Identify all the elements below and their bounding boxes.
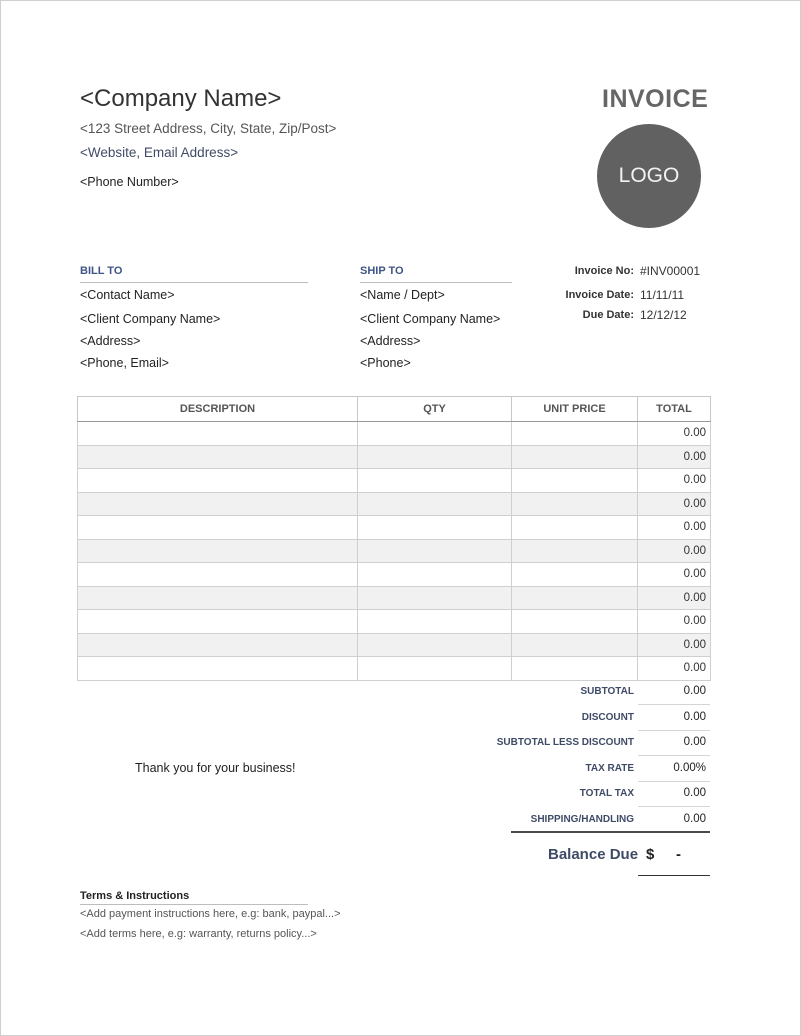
logo-placeholder: [597, 124, 701, 228]
cell-qty[interactable]: [358, 633, 512, 657]
cell-description[interactable]: [78, 516, 358, 540]
cell-description[interactable]: [78, 657, 358, 681]
cell-unit-price[interactable]: [512, 492, 638, 516]
ship-to-heading: SHIP TO: [360, 265, 404, 277]
cell-description[interactable]: [78, 492, 358, 516]
summary-divider: [638, 755, 710, 756]
subtotal-less-discount-value: 0.00: [683, 736, 706, 748]
invoice-date-label: Invoice Date:: [565, 289, 634, 301]
ship-to-address: <Address>: [360, 334, 421, 348]
bill-to-address: <Address>: [80, 334, 141, 348]
cell-unit-price[interactable]: [512, 516, 638, 540]
subtotal-less-discount-label: SUBTOTAL LESS DISCOUNT: [496, 737, 634, 748]
cell-qty[interactable]: [358, 422, 512, 446]
cell-total: 0.00: [638, 445, 711, 469]
cell-description[interactable]: [78, 633, 358, 657]
ship-to-divider: [360, 282, 512, 283]
cell-total: 0.00: [638, 586, 711, 610]
summary-divider: [638, 704, 710, 705]
cell-qty[interactable]: [358, 610, 512, 634]
bill-to-phone-email: <Phone, Email>: [80, 356, 169, 370]
total-tax-label: TOTAL TAX: [579, 788, 634, 799]
cell-unit-price[interactable]: [512, 586, 638, 610]
cell-unit-price[interactable]: [512, 563, 638, 587]
due-date-value: 12/12/12: [640, 308, 687, 322]
column-header-unit-price: UNIT PRICE: [512, 397, 638, 422]
column-header-total: TOTAL: [638, 397, 711, 422]
discount-label: DISCOUNT: [581, 712, 634, 723]
table-row: [78, 563, 711, 587]
cell-description[interactable]: [78, 469, 358, 493]
cell-qty[interactable]: [358, 586, 512, 610]
logo-text: LOGO: [618, 164, 680, 187]
table-row: [78, 445, 711, 469]
company-address: <123 Street Address, City, State, Zip/Post>: [80, 121, 337, 136]
cell-qty[interactable]: [358, 445, 512, 469]
table-row: [78, 492, 711, 516]
cell-total: 0.00: [638, 422, 711, 446]
subtotal-label: SUBTOTAL: [580, 686, 634, 697]
cell-total: 0.00: [638, 633, 711, 657]
cell-qty[interactable]: [358, 516, 512, 540]
balance-due-value: -: [676, 846, 681, 863]
terms-payment-instructions: <Add payment instructions here, e.g: bank, paypal...>: [80, 908, 341, 920]
line-items-table: [77, 396, 711, 681]
table-row: [78, 657, 711, 681]
cell-qty[interactable]: [358, 539, 512, 563]
bill-to-company: <Client Company Name>: [80, 312, 221, 326]
cell-total: 0.00: [638, 469, 711, 493]
invoice-date-value: 11/11/11: [640, 288, 685, 302]
summary-divider: [638, 781, 710, 782]
company-web-email: <Website, Email Address>: [80, 145, 239, 160]
cell-description[interactable]: [78, 539, 358, 563]
summary-divider: [638, 730, 710, 731]
cell-qty[interactable]: [358, 469, 512, 493]
discount-value[interactable]: 0.00: [683, 711, 706, 723]
cell-total: 0.00: [638, 610, 711, 634]
subtotal-value: 0.00: [683, 685, 706, 697]
tax-rate-value[interactable]: 0.00%: [673, 762, 706, 774]
invoice-no-value: #INV00001: [640, 264, 701, 278]
table-row: [78, 539, 711, 563]
cell-qty[interactable]: [358, 657, 512, 681]
total-tax-value: 0.00: [683, 787, 706, 799]
balance-due-label: Balance Due: [548, 846, 639, 863]
terms-divider: [80, 904, 308, 905]
cell-unit-price[interactable]: [512, 657, 638, 681]
bill-to-divider: [80, 282, 308, 283]
company-name: <Company Name>: [80, 85, 282, 112]
cell-description[interactable]: [78, 445, 358, 469]
ship-to-name: <Name / Dept>: [360, 288, 445, 302]
terms-heading: Terms & Instructions: [80, 890, 190, 902]
cell-total: 0.00: [638, 539, 711, 563]
cell-unit-price[interactable]: [512, 539, 638, 563]
balance-underline: [638, 875, 710, 876]
tax-rate-label: TAX RATE: [585, 763, 634, 774]
column-header-description: DESCRIPTION: [78, 397, 358, 422]
invoice-no-label: Invoice No:: [574, 265, 634, 277]
bill-to-heading: BILL TO: [80, 265, 123, 277]
cell-description[interactable]: [78, 422, 358, 446]
cell-description[interactable]: [78, 563, 358, 587]
cell-unit-price[interactable]: [512, 633, 638, 657]
cell-qty[interactable]: [358, 492, 512, 516]
shipping-label: SHIPPING/HANDLING: [530, 814, 634, 825]
summary-rule: [511, 831, 710, 833]
cell-total: 0.00: [638, 563, 711, 587]
cell-description[interactable]: [78, 586, 358, 610]
cell-total: 0.00: [638, 492, 711, 516]
column-header-qty: QTY: [358, 397, 512, 422]
due-date-label: Due Date:: [582, 309, 634, 321]
table-row: [78, 516, 711, 540]
cell-unit-price[interactable]: [512, 422, 638, 446]
cell-unit-price[interactable]: [512, 469, 638, 493]
table-header-row: [78, 397, 711, 422]
invoice-title: INVOICE: [602, 85, 709, 113]
ship-to-company: <Client Company Name>: [360, 312, 501, 326]
summary-divider: [638, 806, 710, 807]
cell-unit-price[interactable]: [512, 610, 638, 634]
shipping-value[interactable]: 0.00: [683, 813, 706, 825]
table-row: [78, 633, 711, 657]
company-phone: <Phone Number>: [80, 175, 179, 189]
cell-unit-price[interactable]: [512, 445, 638, 469]
cell-qty[interactable]: [358, 563, 512, 587]
table-row: [78, 586, 711, 610]
ship-to-phone: <Phone>: [360, 356, 411, 370]
bill-to-contact: <Contact Name>: [80, 288, 175, 302]
terms-policy: <Add terms here, e.g: warranty, returns policy...>: [80, 928, 317, 940]
table-row: [78, 469, 711, 493]
thank-you-message: Thank you for your business!: [135, 761, 296, 775]
balance-due-currency: $: [646, 846, 655, 863]
table-row: [78, 610, 711, 634]
cell-total: 0.00: [638, 657, 711, 681]
table-row: [78, 422, 711, 446]
cell-description[interactable]: [78, 610, 358, 634]
cell-total: 0.00: [638, 516, 711, 540]
